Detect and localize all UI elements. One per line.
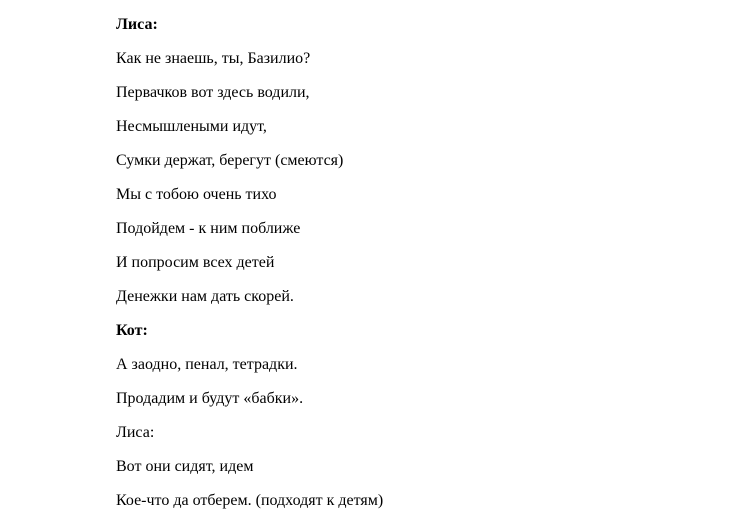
speaker-label-cat: Кот: bbox=[116, 322, 148, 339]
script-document bbox=[116, 8, 736, 518]
dialogue-line: Мы с тобою очень тихо bbox=[116, 186, 277, 203]
speaker-label-fox-plain: Лиса: bbox=[116, 424, 155, 441]
dialogue-line: Как не знаешь, ты, Базилио? bbox=[116, 50, 311, 67]
dialogue-line: Денежки нам дать скорей. bbox=[116, 288, 294, 305]
dialogue-line: Несмышлеными идут, bbox=[116, 118, 267, 135]
speaker-label-fox: Лиса: bbox=[116, 16, 158, 33]
dialogue-line: Вот они сидят, идем bbox=[116, 458, 254, 475]
dialogue-line: Сумки держат, берегут (смеются) bbox=[116, 152, 344, 169]
dialogue-line: А заодно, пенал, тетрадки. bbox=[116, 356, 298, 373]
dialogue-line: Кое-что да отберем. (подходят к детям) bbox=[116, 492, 384, 509]
dialogue-line: И попросим всех детей bbox=[116, 254, 275, 271]
dialogue-line: Продадим и будут «бабки». bbox=[116, 390, 304, 407]
dialogue-line: Подойдем - к ним поближе bbox=[116, 220, 301, 237]
dialogue-line: Первачков вот здесь водили, bbox=[116, 84, 310, 101]
